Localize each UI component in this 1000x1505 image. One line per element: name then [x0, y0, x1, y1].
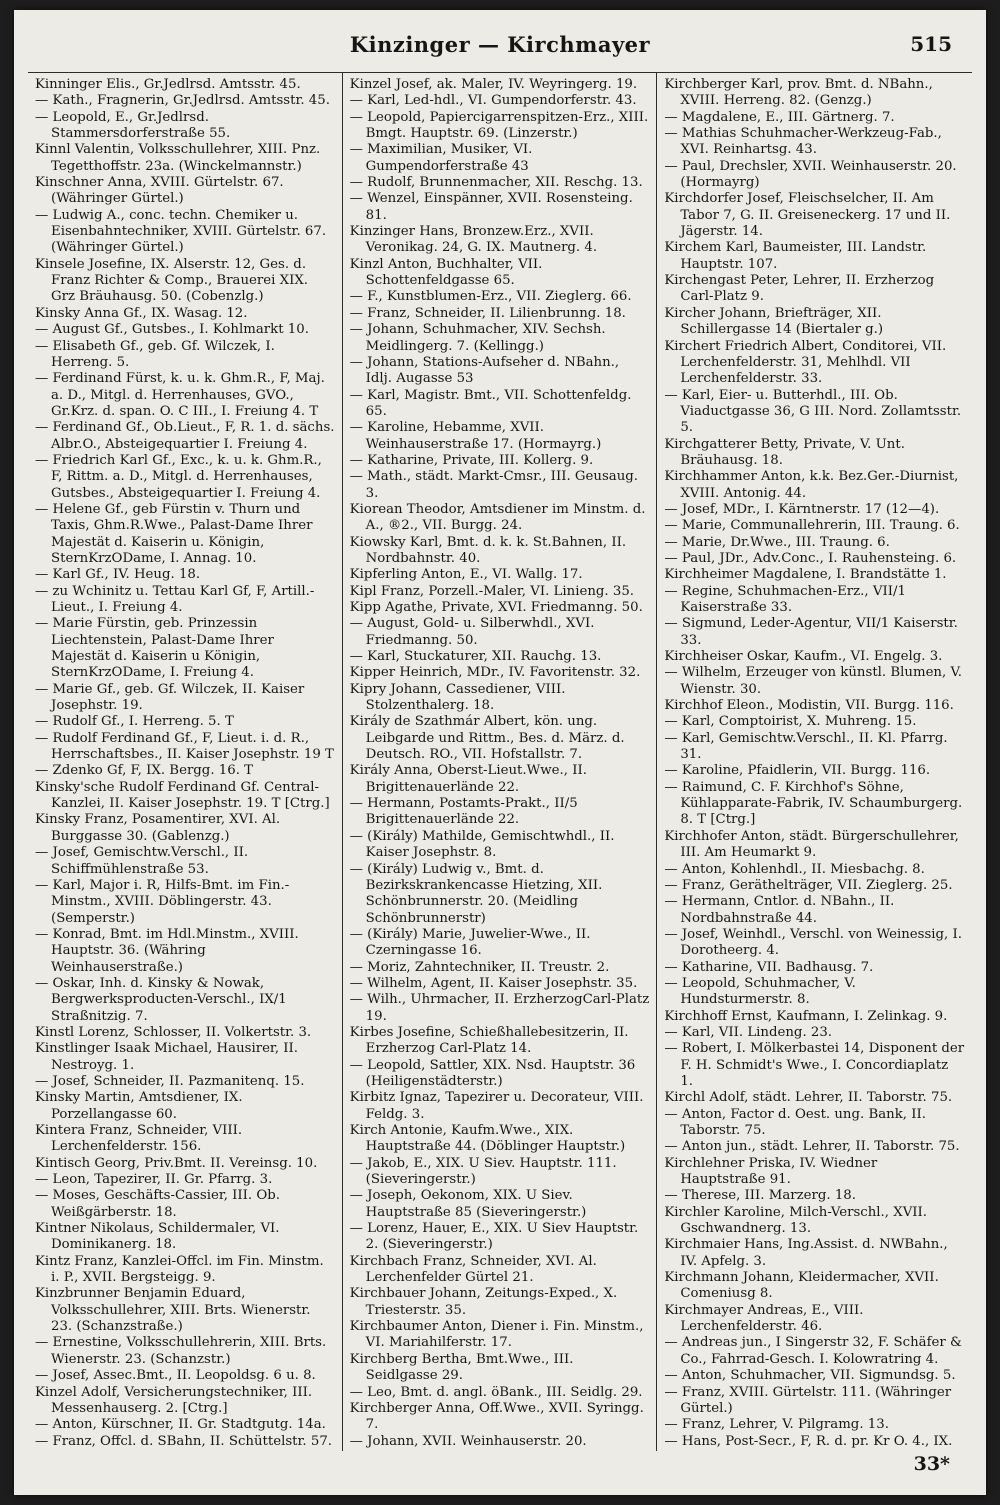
- directory-entry: — Hans, Post-Secr., F, R. d. pr. Kr O. 4., IX.: [664, 1433, 953, 1449]
- directory-entry: — Wilh., Uhrmacher, II. ErzherzogCarl-Platz 19.: [349, 992, 650, 1024]
- directory-entry: — Josef, MDr., I. Kärntnerstr. 17 (12—4).: [664, 501, 940, 517]
- directory-entry: Kirchmann Johann, Kleidermacher, XVII. Comeniusg 8.: [664, 1270, 939, 1302]
- directory-entry: Kirchheimer Magdalene, I. Brandstätte 1.: [664, 567, 947, 583]
- directory-entry: — Hermann, Postamts-Prakt., II/5 Brigittenauerlände 22.: [349, 796, 578, 828]
- directory-entry: Kirchdorfer Josef, Fleischselcher, II. Am Tabor 7, G. II. Greiseneckerg. 17 und II. Jägerstr. 14.: [664, 191, 951, 240]
- directory-entry: — (Király) Ludwig v., Bmt. d. Bezirkskrankencasse Hietzing, XII. Schönbrunnerstr. 20. (Meidling Schönbrunnerstr): [349, 861, 603, 926]
- directory-entry: — Leopold, Papiercigarrenspitzen-Erz., XIII. Bmgt. Hauptstr. 69. (Linzerstr.): [349, 109, 649, 142]
- directory-entry: — Maximilian, Musiker, VI. Gumpendorferstraße 43: [349, 142, 533, 174]
- column-middle: [343, 73, 658, 1451]
- directory-entry: Kinzl Anton, Buchhalter, VII. Schottenfeldgasse 65.: [349, 256, 543, 289]
- directory-entry: — Karl, Major i. R, Hilfs-Bmt. im Fin.-Minstm., XVIII. Döblingerstr. 43. (Semperstr.): [35, 877, 290, 926]
- directory-entry: — Franz, XVIII. Gürtelstr. 111. (Währinger Gürtel.): [664, 1384, 952, 1416]
- directory-entry: — Karl Gf., IV. Heug. 18.: [35, 567, 201, 583]
- directory-entry: — Karl, Eier- u. Butterhdl., III. Ob. Viaductgasse 36, G III. Nord. Zollamtsstr. 5.: [664, 387, 962, 436]
- directory-entry: — Leopold, Sattler, XIX. Nsd. Hauptstr. 36 (Heiligenstädterstr.): [349, 1057, 636, 1089]
- directory-entry: Kirchler Karoline, Milch-Verschl., XVII. Gschwandnerg. 13.: [664, 1204, 928, 1237]
- directory-entry: — Karl, Led-hdl., VI. Gumpendorferstr. 43.: [349, 93, 637, 109]
- directory-entry: [35, 1450, 335, 1451]
- directory-entry: — Josef, Assec.Bmt., II. Leopoldsg. 6 u. 8.: [35, 1368, 316, 1384]
- directory-entry: Kirchengast Peter, Lehrer, II. Erzherzog Carl-Platz 9.: [664, 273, 935, 305]
- directory-entry: — Math., städt. Markt-Cmsr., III. Geusaug. 3.: [349, 469, 639, 501]
- directory-entry: — Wilhelm, Erzeuger von künstl. Blumen, V. Wienstr. 30.: [664, 665, 962, 697]
- directory-entry: Kinstlinger Isaak Michael, Hausirer, II. Nestroyg. 1.: [35, 1041, 299, 1073]
- directory-entry: Kinzbrunner Benjamin Eduard, Volksschullehrer, XIII. Brts. Wienerstr. 23. (Schanzstraße.): [35, 1286, 311, 1335]
- directory-entry: Kinschner Anna, XVIII. Gürtelstr. 67. (Währinger Gürtel.): [35, 175, 284, 207]
- directory-entry: — Franz, Lehrer, V. Pilgramg. 13.: [664, 1417, 889, 1433]
- directory-entry: — Wilhelm, Agent, II. Kaiser Josephstr. 35.: [349, 975, 638, 991]
- directory-entry: Kirchbach Franz, Schneider, XVI. Al. Lerchenfelder Gürtel 21.: [349, 1253, 597, 1286]
- directory-entry: — Leon, Tapezirer, II. Gr. Pfarrg. 3.: [35, 1172, 273, 1188]
- directory-entry: — Paul, JDr., Adv.Conc., I. Rauhensteing. 6.: [664, 550, 957, 566]
- directory-entry: — August Gf., Gutsbes., I. Kohlmarkt 10.: [35, 322, 309, 338]
- directory-entry: — Paul, Drechsler, XVII. Weinhauserstr. 20. (Hormayrg): [664, 158, 957, 191]
- directory-entry: Kirchberger Karl, prov. Bmt. d. NBahn., XVIII. Herreng. 82. (Genzg.): [664, 77, 933, 109]
- directory-entry: Kintera Franz, Schneider, VIII. Lerchenfelderstr. 156.: [35, 1123, 243, 1155]
- directory-entry: Kinninger Elis., Gr.Jedlrsd. Amtsstr. 45.: [35, 77, 301, 92]
- directory-entry: — Johann, Schuhmacher, XIV. Sechsh. Meidlingerg. 7. (Kellingg.): [349, 322, 606, 354]
- directory-entry: Kipp Agathe, Private, XVI. Friedmanng. 50.: [349, 600, 643, 615]
- directory-entry: — Karoline, Hebamme, XVII. Weinhauserstraße 17. (Hormayrg.): [349, 420, 602, 452]
- directory-entry: — Ernestine, Volksschullehrerin, XIII. Brts. Wienerstr. 23. (Schanzstr.): [35, 1335, 327, 1367]
- directory-entry: — (Király) Mathilde, Gemischtwhdl., II. Kaiser Josephstr. 8.: [349, 828, 615, 861]
- directory-entry: — Sigmund, Leder-Agentur, VII/1 Kaiserstr. 33.: [664, 616, 958, 648]
- directory-entry: — Karl, Stuckaturer, XII. Rauchg. 13.: [349, 649, 602, 665]
- directory-entry: — Rudolf, Brunnenmacher, XII. Reschg. 13.: [349, 175, 643, 191]
- directory-entry: Kirchlehner Priska, IV. Wiedner Hauptstraße 91.: [664, 1155, 878, 1188]
- directory-entry: — Marie, Dr.Wwe., III. Traung. 6.: [664, 534, 890, 550]
- directory-entry: Kirbitz Ignaz, Tapezirer u. Decorateur, VIII. Feldg. 3.: [349, 1090, 644, 1122]
- directory-entry: — Josef, Weinhdl., Verschl. von Weinessig, I. Dorotheerg. 4.: [664, 926, 962, 959]
- directory-entry: Kirchmayer Andreas, E., VIII. Lerchenfelderstr. 46.: [664, 1302, 864, 1335]
- directory-entry: — Josef, Schneider, II. Pazmanitenq. 15.: [35, 1073, 305, 1089]
- directory-entry: Kintner Nikolaus, Schildermaler, VI. Dominikanerg. 18.: [35, 1221, 280, 1253]
- directory-entry: Kinsky'sche Rudolf Ferdinand Gf. Central-Kanzlei, II. Kaiser Josephstr. 19. T [Ctrg.]: [35, 779, 330, 812]
- directory-entry: — Zdenko Gf, F, IX. Bergg. 16. T: [35, 763, 254, 779]
- directory-entry: — Johann, XVII. Weinhauserstr. 20.: [349, 1433, 587, 1449]
- directory-entry: — Franz, Schneider, II. Lilienbrunng. 18.: [349, 305, 626, 321]
- directory-entry: Kipferling Anton, E., VI. Wallg. 17.: [349, 567, 583, 583]
- directory-entry: Kirchheiser Oskar, Kaufm., VI. Engelg. 3.: [664, 649, 943, 665]
- directory-entry: Kirchem Karl, Baumeister, III. Landstr. Hauptstr. 107.: [664, 240, 927, 272]
- directory-entry: — Franz, Offcl. d. SBahn, II. Schüttelstr. 57.: [35, 1433, 333, 1449]
- page-number: 515: [910, 32, 952, 56]
- directory-entry: — Raimund, C. F. Kirchhof's Söhne, Kühlapparate-Fabrik, IV. Schaumburgerg. 8. T [Ctrg.]: [664, 779, 963, 828]
- directory-entry: Kirchhoff Ernst, Kaufmann, I. Zelinkag. 9.: [664, 1008, 948, 1024]
- directory-entry: Kirchberg Bertha, Bmt.Wwe., III. Seidlgasse 29.: [349, 1351, 574, 1384]
- directory-entry: Király de Szathmár Albert, kön. ung. Leibgarde und Rittm., Bes. d. März. d. Deutsch. RO., VII. Hofstallstr. 7.: [349, 714, 625, 763]
- directory-entry: — Magdalene, E., III. Gärtnerg. 7.: [664, 109, 895, 125]
- directory-entry: — Andreas jun., I Singerstr 32, F. Schäfer & Co., Fahrrad-Gesch. I. Kolowratring 4.: [664, 1335, 962, 1367]
- directory-entry: — Anton jun., städt. Lehrer, II. Taborstr. 75.: [664, 1139, 960, 1155]
- directory-entry: Kintisch Georg, Priv.Bmt. II. Vereinsg. 10.: [35, 1155, 318, 1171]
- directory-entry: — Franz, Geräthelträger, VII. Zieglerg. 25.: [664, 877, 953, 893]
- directory-entry: — (Király) Marie, Juwelier-Wwe., II. Czerningasse 16.: [349, 926, 591, 959]
- directory-page: [14, 10, 986, 1495]
- directory-entry: — Rudolf Gf., I. Herreng. 5. T: [35, 714, 234, 730]
- directory-entry: — Konrad, Bmt. im Hdl.Minstm., XVIII. Hauptstr. 36. (Währing Weinhauserstraße.): [35, 926, 299, 975]
- directory-entry: — Oskar, Inh. d. Kinsky & Nowak, Bergwerksproducten-Verschl., IX/1 Straßnitzig. 7.: [35, 975, 287, 1024]
- directory-entry: Kirchberger Anna, Off.Wwe., XVII. Syringg. 7.: [349, 1400, 644, 1433]
- directory-entry: — Kath., Fragnerin, Gr.Jedlrsd. Amtsstr. 45.: [35, 93, 330, 109]
- directory-entry: — Anton, Schuhmacher, VII. Sigmundsg. 5.: [664, 1368, 956, 1384]
- directory-entry: — Anton, Factor d. Oest. ung. Bank, II. Taborstr. 75.: [664, 1106, 926, 1138]
- printer-signature: 33*: [913, 1453, 950, 1475]
- directory-entry: — Ludwig A., conc. techn. Chemiker u. Eisenbahntechniker, XVIII. Gürtelstr. 67. (Währinger Gürtel.): [35, 207, 327, 256]
- directory-entry: Kinzinger Hans, Bronzew.Erz., XVII. Veronikag. 24, G. IX. Mautnerg. 4.: [349, 224, 598, 256]
- directory-entry: — Regine, Schuhmachen-Erz., VII/1 Kaiserstraße 33.: [664, 583, 906, 615]
- directory-entry: — Jakob, E., XIX. U Siev. Hauptstr. 111. (Sieveringerstr.): [349, 1155, 617, 1188]
- directory-entry: Kipry Johann, Cassediener, VIII. Stolzenthalerg. 18.: [349, 681, 566, 714]
- directory-entry: Kircher Johann, Briefträger, XII. Schillergasse 14 (Biertaler g.): [664, 305, 884, 338]
- directory-entry: Kirchmaier Hans, Ing.Assist. d. NWBahn., IV. Apfelg. 3.: [664, 1237, 948, 1269]
- directory-entry: — Karl, Gemischtw.Verschl., II. Kl. Pfarrg. 31.: [664, 730, 948, 763]
- running-head: Kinzinger — Kirchmayer: [349, 32, 651, 57]
- directory-entry: Kiorean Theodor, Amtsdiener im Minstm. d. A., ®2., VII. Burgg. 24.: [349, 501, 646, 534]
- directory-entry: Kipper Heinrich, MDr., IV. Favoritenstr. 32.: [349, 665, 641, 681]
- directory-entry: Kipl Franz, Porzell.-Maler, VI. Linieng. 35.: [349, 583, 635, 599]
- directory-entry: Kinstl Lorenz, Schlosser, II. Volkertstr. 3.: [35, 1024, 312, 1040]
- directory-entry: Kinzel Josef, ak. Maler, IV. Weyringerg. 19.: [349, 77, 638, 92]
- directory-entry: — Karl, Comptoirist, X. Muhreng. 15.: [664, 714, 917, 730]
- directory-entry: — Moriz, Zahntechniker, II. Treustr. 2.: [349, 959, 610, 975]
- directory-entry: Kirchhofer Anton, städt. Bürgerschullehrer, III. Am Heumarkt 9.: [664, 828, 959, 861]
- directory-entry: Kiowsky Karl, Bmt. d. k. k. St.Bahnen, II. Nordbahnstr. 40.: [349, 534, 627, 566]
- directory-entry: — Leopold, Schuhmacher, V. Hundsturmerstr. 8.: [664, 975, 856, 1008]
- directory-entry: — Karl, VII. Lindeng. 23.: [664, 1024, 833, 1040]
- directory-entry: Kirchert Friedrich Albert, Conditorei, VII. Lerchenfelderstr. 31, Mehlhdl. VII Lerchenfelderstr. 33.: [664, 338, 947, 387]
- directory-entry: — Joseph, Oekonom, XIX. U Siev. Hauptstraße 85 (Sieveringerstr.): [349, 1188, 587, 1220]
- directory-entry: — Rudolf Ferdinand Gf., F, Lieut. i. d. R., Herrschaftsbes., II. Kaiser Josephstr. 19 T: [35, 730, 334, 763]
- directory-entry: Kirchl Adolf, städt. Lehrer, II. Taborstr. 75.: [664, 1090, 953, 1106]
- directory-entry: Király Anna, Oberst-Lieut.Wwe., II. Brigittenauerlände 22.: [349, 763, 587, 795]
- directory-entry: Kirchbauer Johann, Zeitungs-Exped., X. Triesterstr. 35.: [349, 1286, 618, 1318]
- directory-entry: — F., Kunstblumen-Erz., VII. Zieglerg. 66.: [349, 289, 632, 305]
- directory-entry: Kirbes Josefine, Schießhallebesitzerin, II. Erzherzog Carl-Platz 14.: [349, 1024, 629, 1057]
- directory-entry: — Marie, Communallehrerin, III. Traung. 6.: [664, 518, 960, 534]
- directory-entry: Kinsky Martin, Amtsdiener, IX. Porzellangasse 60.: [35, 1090, 243, 1122]
- directory-entry: — Ferdinand Fürst, k. u. k. Ghm.R., F, Maj. a. D., Mitgl. d. Herrenhauses, GVO., Gr.Krz. d. span. O. C III., I. Freiung 4. T: [35, 371, 325, 419]
- directory-entry: Kinnl Valentin, Volksschullehrer, XIII. Pnz. Tegetthoffstr. 23a. (Winckelmannstr.): [35, 142, 321, 174]
- directory-entry: — Marie Gf., geb. Gf. Wilczek, II. Kaiser Josephstr. 19.: [35, 681, 305, 714]
- directory-entry: — Mathias Schuhmacher-Werkzeug-Fab., XVI. Reinhartsg. 43.: [664, 126, 942, 158]
- directory-entry: — Leo, Bmt. d. angl. öBank., III. Seidlg. 29.: [349, 1384, 643, 1400]
- directory-entry: Kirchhof Eleon., Modistin, VII. Burgg. 116.: [664, 698, 954, 714]
- directory-entry: — Leopold, E., Gr.Jedlrsd. Stammersdorferstraße 55.: [35, 109, 231, 142]
- directory-entry: Kirch Antonie, Kaufm.Wwe., XIX. Hauptstraße 44. (Döblinger Hauptstr.): [349, 1123, 626, 1155]
- directory-entry: — Therese, III. Marzerg. 18.: [664, 1188, 856, 1204]
- directory-entry: — Anton, Kürschner, II. Gr. Stadtgutg. 14a.: [35, 1417, 326, 1433]
- directory-entry: Kinzel Adolf, Versicherungstechniker, III. Messenhauserg. 2. [Ctrg.]: [35, 1384, 313, 1416]
- directory-entry: Kirchgatterer Betty, Private, V. Unt. Bräuhausg. 18.: [664, 436, 905, 468]
- column-right: [657, 73, 972, 1451]
- directory-entry: — zu Wchinitz u. Tettau Karl Gf, F, Artill.-Lieut., I. Freiung 4.: [35, 583, 315, 615]
- directory-entry: Kintz Franz, Kanzlei-Offcl. im Fin. Minstm. i. P., XVII. Bergsteigg. 9.: [35, 1253, 324, 1286]
- directory-entry: — Robert, I. Mölkerbastei 14, Disponent der F. H. Schmidt's Wwe., I. Concordiaplatz 1.: [664, 1041, 965, 1089]
- directory-entry: — Moses, Geschäfts-Cassier, III. Ob. Weißgärberstr. 18.: [35, 1188, 281, 1220]
- directory-entry: — Elisabeth Gf., geb. Gf. Wilczek, I. Herreng. 5.: [35, 338, 275, 370]
- directory-entry: Kinsky Franz, Posamentirer, XVI. Al. Burggasse 30. (Gablenzg.): [35, 812, 281, 844]
- directory-entry: — Lorenz, Hauer, E., XIX. U Siev Hauptstr. 2. (Sieveringerstr.): [349, 1221, 639, 1253]
- directory-entry: — Wenzel, Einspänner, XVII. Rosensteing. 81.: [349, 191, 633, 223]
- directory-entry: — Johann, Stations-Aufseher d. NBahn., Idlj. Augasse 53: [349, 354, 620, 387]
- directory-entry: — Marie Fürstin, geb. Prinzessin Liechtenstein, Palast-Dame Ihrer Majestät d. Kaiserin u Königin, SternKrzODame, I. Freiung 4.: [35, 616, 274, 681]
- directory-entry: — Josef, Gemischtw.Verschl., II. Schiffmühlenstraße 53.: [35, 845, 249, 877]
- directory-entry: — Hermann, Cntlor. d. NBahn., II. Nordbahnstraße 44.: [664, 894, 895, 926]
- directory-entry: Kirchhammer Anton, k.k. Bez.Ger.-Diurnist, XVIII. Antonig. 44.: [664, 469, 959, 501]
- directory-entry: Kinsky Anna Gf., IX. Wasag. 12.: [35, 305, 248, 321]
- directory-entry: — Ferdinand Gf., Ob.Lieut., F, R. 1. d. sächs. Albr.O., Absteigequartier I. Freiung 4.: [35, 420, 335, 452]
- directory-entry: — Katharine, Private, III. Kollerg. 9.: [349, 452, 594, 468]
- directory-entry: Kinsele Josefine, IX. Alserstr. 12, Ges. d. Franz Richter & Comp., Brauerei XIX. Grz Bräuhausg. 50. (Cobenzlg.): [35, 256, 309, 305]
- directory-entry: — Katharine, VII. Badhausg. 7.: [664, 959, 874, 975]
- directory-entry: Kirchbaumer Anton, Diener i. Fin. Minstm., VI. Mariahilferstr. 17.: [349, 1319, 644, 1351]
- directory-entry: — Anton, Kohlenhdl., II. Miesbachg. 8.: [664, 861, 925, 877]
- directory-columns: [28, 72, 972, 1451]
- directory-entry: — Karoline, Pfaidlerin, VII. Burgg. 116.: [664, 763, 931, 779]
- directory-entry: — Friedrich Karl Gf., Exc., k. u. k. Ghm.R., F, Rittm. a. D., Mitgl. d. Herrenhauses, Gutsbes., Absteigequartier I. Freiung 4.: [35, 452, 322, 501]
- column-left: [28, 73, 343, 1451]
- directory-entry: — Helene Gf., geb Fürstin v. Thurn und Taxis, Ghm.R.Wwe., Palast-Dame Ihrer Majestät d. Kaiserin u. Königin, SternKrzODame, I. Annag. 10.: [35, 501, 313, 566]
- directory-entry: — Karl, Magistr. Bmt., VII. Schottenfeldg. 65.: [349, 387, 632, 419]
- directory-entry: — August, Gold- u. Silberwhdl., XVI. Friedmanng. 50.: [349, 616, 595, 648]
